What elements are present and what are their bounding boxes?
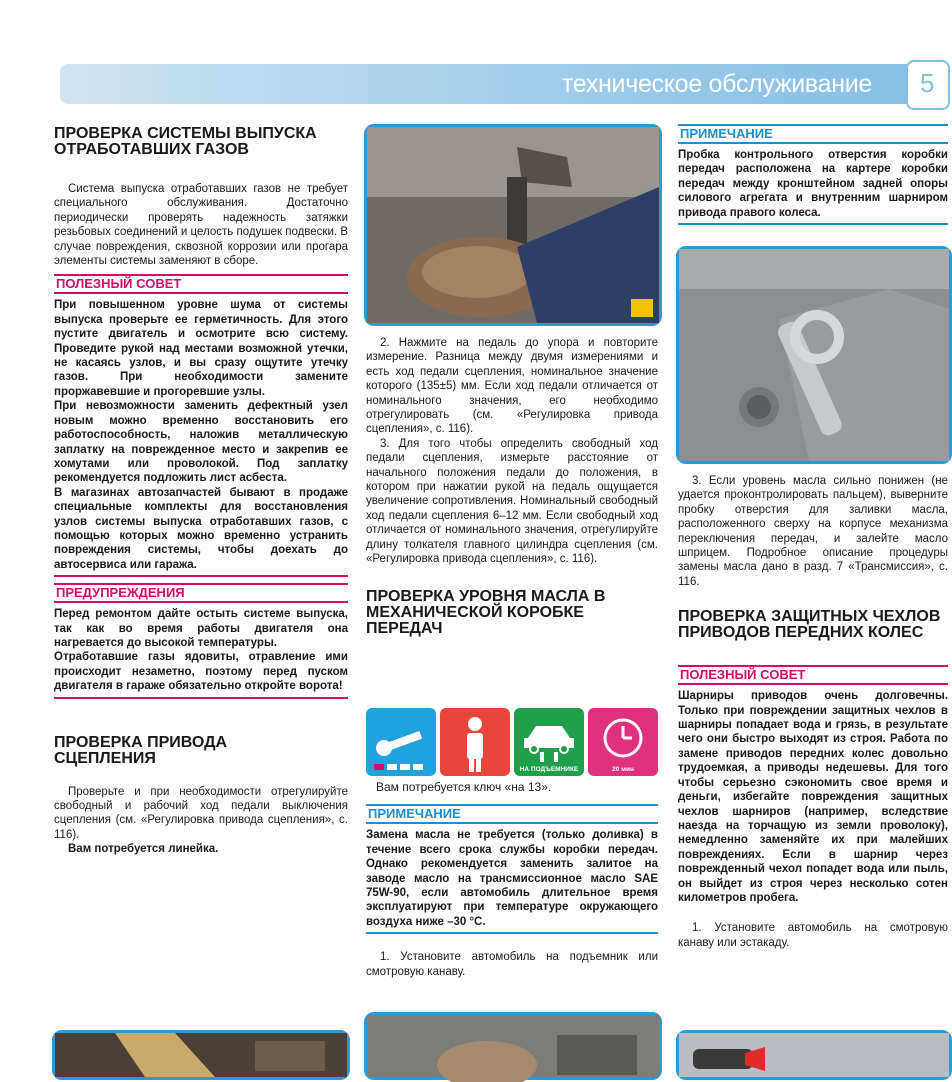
photo-gearbox-plug xyxy=(676,246,952,464)
page-number: 5 xyxy=(920,68,935,98)
photo-ruler-image xyxy=(55,1033,347,1077)
clock-time-icon xyxy=(588,708,658,776)
note-text: Пробка контрольного отверстия коробки передач расположена на картере коробки передач между кронштейном задней опоры силового агрегата и внутренним шарниром привода правого колеса. xyxy=(678,148,948,225)
heading-cv-boots: ПРОВЕРКА ЗАЩИТНЫХ ЧЕХЛОВ ПРИВОДОВ ПЕРЕДНИХ КОЛЕС xyxy=(678,608,941,642)
tip-title: ПОЛЕЗНЫЙ СОВЕТ xyxy=(54,274,348,294)
tip-paragraph: При повышенном уровне шума от системы выпуска проверьте ее герметичность. Для этого пустите двигатель и осмотрите всю систему. Проведите рукой над местами возможной утечки, не касаясь узлов, и вы сразу ощутите утечку газов. При необходимости замените проржавевшие и прогоревшие узлы. xyxy=(54,299,348,398)
section-title: техническое обслуживание xyxy=(561,70,872,98)
note-title: ПРИМЕЧАНИЕ xyxy=(366,804,658,824)
heading-gearbox-oil: ПРОВЕРКА УРОВНЯ МАСЛА В МЕХАНИЧЕСКОЙ КОРОБКЕ ПЕРЕДАЧ xyxy=(366,587,606,637)
heading-exhaust-check: ПРОВЕРКА СИСТЕМЫ ВЫПУСКА ОТРАБОТАВШИХ ГАЗОВ xyxy=(54,125,317,158)
time-label: 20 мин xyxy=(612,766,634,773)
tip-title: ПОЛЕЗНЫЙ СОВЕТ xyxy=(678,665,948,685)
photo-clutch-pedal xyxy=(364,124,662,326)
note-title: ПРИМЕЧАНИЕ xyxy=(678,124,948,144)
photo-pedal-image xyxy=(367,127,659,323)
photo-plug-image xyxy=(679,249,949,461)
warning-paragraph: Отработавшие газы ядовиты, отравление ими происходит незаметно, поэтому перед пуском двигателя в гараже обязательно откройте ворота! xyxy=(54,650,348,698)
car-lift-label: НА ПОДЪЕМНИКЕ xyxy=(519,766,579,773)
warning-title: ПРЕДУПРЕЖДЕНИЯ xyxy=(54,583,348,603)
clutch-step-3: 3. Для того чтобы определить свободный ход педали сцепления, измерьте расстояние от начального положения педали до положения, в котором при нажатии рукой на педаль ощущается увеличение сопротивления. Номинальный свободный ход педали сцепления 6–12 мм. Если свободный ход отличается от номинального значения, отрегулируйте длину толкателя главного цилиндра сцепления (см. «Регулировка привода сцепления», с. 116). xyxy=(366,437,658,566)
heading-clutch-check: ПРОВЕРКА ПРИВОДА СЦЕПЛЕНИЯ xyxy=(54,733,228,767)
exhaust-intro: Система выпуска отработавших газов не требует специального обслуживания. Достаточно периодически проверять надежность затяжки резьбовых соединений и целость подушек подвески. В случае повреждения, сквозной коррозии или прогара элементы системы заменяют в сборе. xyxy=(54,183,348,268)
note-box-gearbox xyxy=(366,804,658,934)
clutch-step-2: 2. Нажмите на педаль до упора и повторите измерение. Разница между двумя измерениями и есть ход педали сцепления, номинальное значение которого (135±5) мм. Если ход педали отличается от номинального значения, его необходимо отрегулировать (см. «Регулировка привода сцепления», с. 116). xyxy=(366,337,658,436)
tip-paragraph: При невозможности заменить дефектный узел новым можно временно восстановить его работоспособность, наложив металлическую заплатку на поврежденное место и закрепив ее хомутами или проволокой. Под заплатку рекомендуется подложить лист асбеста. xyxy=(54,400,348,485)
column-2-lower xyxy=(366,780,658,979)
page-number-tab xyxy=(906,60,950,110)
photo-underside-image xyxy=(367,1015,659,1077)
photo-boot-image xyxy=(679,1033,949,1077)
person-count-icon xyxy=(440,708,510,776)
note-text: Замена масла не требуется (только доливка) в течение всего срока службы коробки передач. Однако рекомендуется заменить залитое на заводе масло на трансмиссионное масло SAE 75W-90, если автомобиль длительное время эксплуатируют при температуре окружающего воздуха ниже –30 °С. xyxy=(366,828,658,934)
note-box-plug xyxy=(678,124,948,225)
tip-text: Шарниры приводов очень долговечны. Только при повреждении защитных чехлов в шарниры попадает вода и грязь, в результате чего они быстро выходят из строя. Работа по замене приводов передних колес довольно трудоемкая, а приводы недешевы. Для того чтобы серьезно сэкономить свое время и деньги, избегайте повреждения защитных чехлов шарниров (например, вследствие наезда на торчащую из земли проволоку), немедленно заменяйте их при малейших повреждениях. Если в шарнир через поврежденный чехол попадет вода или пыль, он выйдет из строя через несколько сотен километров пробега. xyxy=(678,690,948,904)
oil-step-3: 3. Если уровень масла сильно понижен (не удается проконтролировать пальцем), выверните пробку отверстия для заливки масла, расположенного сверху на корпусе механизма переключения передач, и залейте масло шприцем. Подробное описание процедуры замены масла дано в разд. 7 «Трансмиссия», с. 116. xyxy=(678,475,948,588)
wrench-difficulty-icon xyxy=(366,708,436,776)
warning-paragraph: Перед ремонтом дайте остыть системе выпуска, так как во время работы двигателя она нагревается до высокой температуры. xyxy=(54,608,348,649)
photo-cv-boot xyxy=(676,1030,952,1080)
column-1 xyxy=(54,126,348,857)
column-3-middle xyxy=(678,474,948,950)
photo-gearbox-underside xyxy=(364,1012,662,1080)
clutch-intro: Проверьте и при необходимости отрегулируйте свободный и рабочий ход педали выключения сцепления (см. «Регулировка привода сцепления», с. 116). xyxy=(54,785,348,841)
tip-box-boots xyxy=(678,665,948,905)
tip-box-exhaust xyxy=(54,274,348,577)
gearbox-tool-needed: Вам потребуется ключ «на 13». xyxy=(376,780,552,794)
warning-box xyxy=(54,583,348,698)
tip-paragraph: В магазинах автозапчастей бывают в продаже специальные комплекты для восстановления узлов системы выпуска отработавших газов, с помощью которых можно временно устранить повреждения системы, чтобы доехать до автосервиса или гаража. xyxy=(54,486,348,577)
car-lift-icon xyxy=(514,708,584,776)
column-2 xyxy=(366,336,658,637)
procedure-icons xyxy=(366,708,658,776)
photo-ruler-pedal xyxy=(52,1030,350,1080)
section-header-band xyxy=(60,64,920,104)
boots-step-1: 1. Установите автомобиль на смотровую канаву или эстакаду. xyxy=(678,922,948,949)
gearbox-step-1: 1. Установите автомобиль на подъемник или смотровую канаву. xyxy=(366,951,658,978)
column-3 xyxy=(678,124,948,225)
clutch-tool-needed: Вам потребуется линейка. xyxy=(68,843,219,856)
